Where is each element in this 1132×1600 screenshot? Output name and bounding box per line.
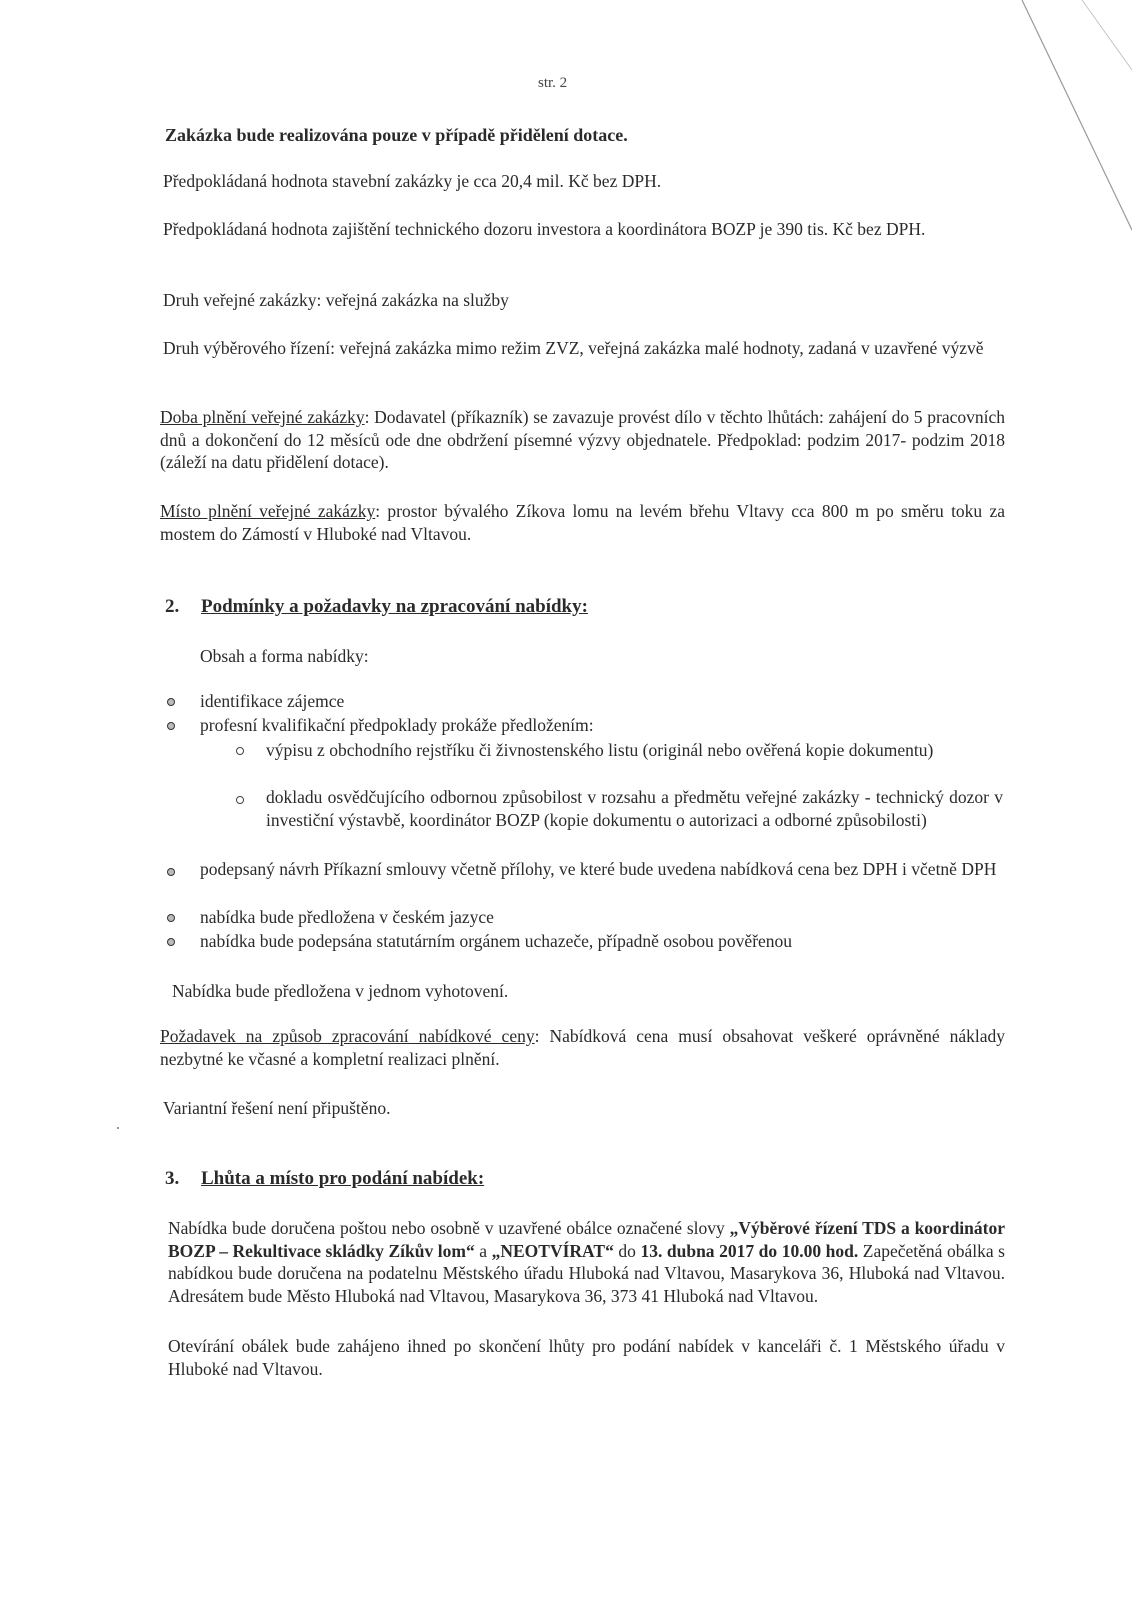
section-3-title: Lhůta a místo pro podání nabídek: <box>201 1168 485 1189</box>
submission-paragraph <box>168 1217 1005 1307</box>
sub-item-competence: dokladu osvědčujícího odbornou způsobilost v rozsahu a předmětu veřejné zakázky - technický dozor v investiční výstavbě, koordinátor BOZP (kopie dokumentu o autorizaci a odborné způsobilosti) <box>266 787 1003 830</box>
list-item-identification: identifikace zájemce <box>200 691 345 711</box>
list-item-signature: nabídka bude podepsána statutárním orgánem uchazeče, případně osobou pověřenou <box>200 931 793 951</box>
dotation-condition: Zakázka bude realizována pouze v případě přidělení dotace. <box>165 125 628 145</box>
section-3-heading <box>165 1167 484 1191</box>
section-2-heading <box>165 595 588 619</box>
deadline: 13. dubna 2017 do 10.00 hod. <box>640 1240 859 1261</box>
duration-paragraph <box>160 406 1005 474</box>
section-2-subtitle: Obsah a forma nabídky: <box>200 646 369 666</box>
page-number: str. 2 <box>538 75 568 91</box>
section-2-title: Podmínky a požadavky na zpracování nabídky: <box>201 596 588 617</box>
sub-item-register: výpisu z obchodního rejstříku či živnostenského listu (originál nebo ověřená kopie dokumentu) <box>266 740 934 760</box>
sub-bullet-icon <box>236 747 244 755</box>
submission-text-2: a <box>474 1240 492 1261</box>
place-label: Místo plnění veřejné zakázky <box>160 501 376 521</box>
estimate-construction: Předpokládaná hodnota stavební zakázky je cca 20,4 mil. Kč bez DPH. <box>163 171 662 191</box>
place-text: : prostor bývalého Zíkova lomu na levém břehu Vltavy cca 800 m po směru toku za mostem do Zámostí v Hluboké nad Vltavou. <box>160 501 1005 544</box>
bullet-icon <box>167 914 175 922</box>
submission-text-1: Nabídka bude doručena poštou nebo osobně v uzavřené obálce označené slovy <box>168 1218 730 1238</box>
envelope-label: „Výběrové řízení TDS a koordinátor BOZP – Rekultivace skládky Zíkův lom“ <box>168 1218 1005 1261</box>
scan-edge-mark <box>982 0 1132 260</box>
scan-speck <box>117 1127 119 1129</box>
section-3-number: 3. <box>165 1168 180 1189</box>
bullet-icon <box>167 938 175 946</box>
list-item-contract-draft: podepsaný návrh Příkazní smlouvy včetně přílohy, ve které bude uvedena nabídková cena bez DPH i včetně DPH <box>200 859 997 879</box>
place-paragraph <box>160 500 1005 545</box>
price-label: Požadavek na způsob zpracování nabídkové ceny <box>160 1026 535 1046</box>
sub-bullet-icon <box>236 796 244 804</box>
submission-text-3: do <box>613 1240 641 1261</box>
do-not-open-label: „NEOTVÍRAT“ <box>491 1240 614 1261</box>
contract-type: Druh veřejné zakázky: veřejná zakázka na služby <box>163 290 509 310</box>
list-item-qualification: profesní kvalifikační předpoklady prokáže předložením: <box>200 715 594 735</box>
duration-label: Doba plnění veřejné zakázky <box>160 407 365 427</box>
bullet-icon <box>167 722 175 730</box>
opening-paragraph: Otevírání obálek bude zahájeno ihned po skončení lhůty pro podání nabídek v kanceláři č. 1 Městského úřadu v Hluboké nad Vltavou. <box>168 1336 1005 1379</box>
price-text: : Nabídková cena musí obsahovat veškeré oprávněné náklady nezbytné ke včasné a kompletní realizaci plnění. <box>160 1026 1005 1069</box>
price-paragraph <box>160 1025 1005 1070</box>
variant-note: Variantní řešení není připuštěno. <box>163 1098 391 1118</box>
duration-text: : Dodavatel (příkazník) se zavazuje provést dílo v těchto lhůtách: zahájení do 5 pracovních dnů a dokončení do 12 měsíců ode dne obdržení písemné výzvy objednatele. Předpoklad: podzim 2017- podzim 2018 (záleží na datu přidělení dotace). <box>160 407 1005 472</box>
submission-text-4: Zapečetěná obálka s nabídkou bude doručena na podatelnu Městského úřadu Hluboká nad Vltavou, Masarykova 36, Hluboká nad Vltavou. Adresátem bude Město Hluboká nad Vltavou, Masarykova 36, 373 41 Hluboká nad Vltavou. <box>168 1240 1005 1306</box>
procedure-type: Druh výběrového řízení: veřejná zakázka mimo režim ZVZ, veřejná zakázka malé hodnoty, zadaná v uzavřené výzvě <box>163 338 984 358</box>
section-2-number: 2. <box>165 596 180 617</box>
estimate-supervision: Předpokládaná hodnota zajištění technického dozoru investora a koordinátora BOZP je 390 tis. Kč bez DPH. <box>163 219 926 239</box>
bullet-icon <box>167 868 175 876</box>
copies-note: Nabídka bude předložena v jednom vyhotovení. <box>172 981 509 1001</box>
list-item-language: nabídka bude předložena v českém jazyce <box>200 907 494 927</box>
bullet-icon <box>167 698 175 706</box>
